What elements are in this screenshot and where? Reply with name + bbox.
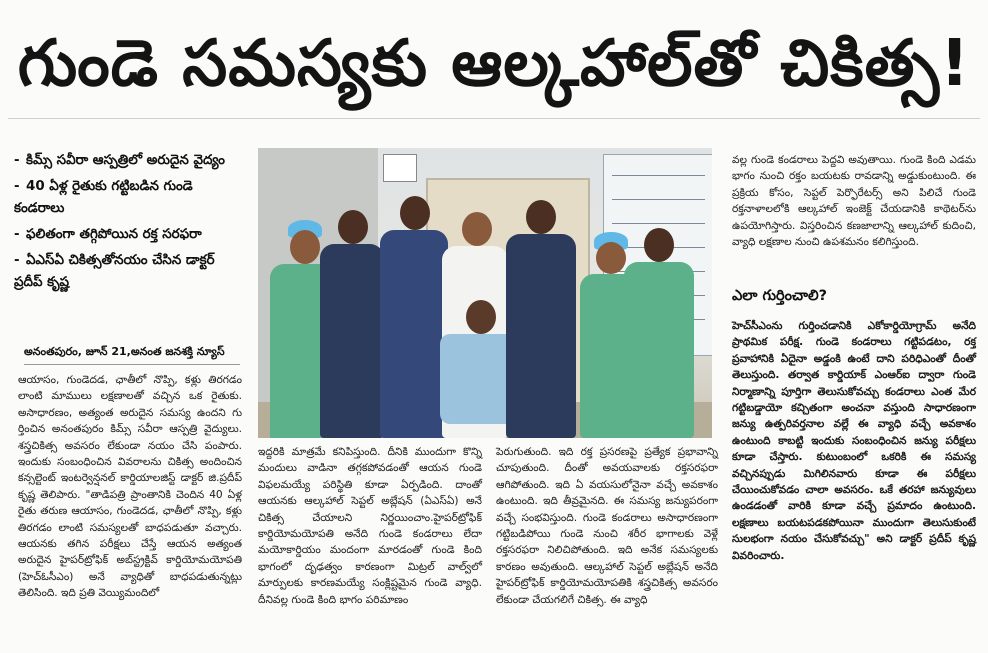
highlight-item [14, 250, 240, 294]
highlight-text: ఏఎస్ఏ చికిత్సతోనయం చేసిన డాక్టర్ ప్రదీప్ కృష్ణ [14, 253, 215, 290]
column-1-text: ఆయాసం, గుండెదడ, ఛాతీలో నొప్పి, కళ్లు తిరగడం లాంటి మాములు లక్షణాలతో వచ్చిన ఒక రైతుకు. అసాధారణం, అత్యంత అరుదైన సమస్య ఉందని గు ర్తించిన అనంతపురం కిమ్స్ సవీరా ఆస్పత్రి వైద్యులు. శస్త్రచికిత్స అవసరం లేకుండా నయం చేసి పంపారు. ఇందుకు సంబంధించిన వివరాలను చికిత్స అందించిన కన్సల్టెంట్ ఇంటర్వెన్షనల్ కార్డియాలజిస్ట్ డాక్టర్ జి.ప్రదీప్ కృష్ణ తెలిపారు. "తాడిపత్రి ప్రాంతానికి చెందిన 40 ఏళ్ల రైతు తరుణ ఆయాసం, గుండెదడ, ఛాతీలో నొప్పి, కళ్లు తిరగడం లాంటి సమస్యలతో బాధపడుతూ వచ్చారు. ఆయనకు తగిన పరీక్షలు చేస్తే ఆయన అత్యంత అరుదైన హైపర్‌ట్రోఫిక్ అబ్‌స్ట్రక్టివ్ కార్డియోమయోపతి (హెచ్ఓసీఎం) అనే వ్యాధితో బాధపడుతున్నట్లు తెలిసింది. ఇది ప్రతి వెయ్యిమందిలో [18, 374, 242, 600]
highlight-item [14, 176, 240, 220]
article-column-4 [732, 318, 976, 564]
column-4-text: హెచ్‌సీఎంను గుర్తించడానికి ఎకోకార్డియోగ్రామ్ అనేది ప్రాథమిక పరీక్ష. గుండె కండరాలు గట్టిపడటం, రక్త ప్రవాహానికి ఏదైనా అడ్డంకి ఉంటే దాని పరిధిఎంతో దీంతో తెలుస్తుంది. తర్వాత కార్డియాక్ ఎంఆర్ఐ ద్వారా గుండె నిర్మాణాన్ని పూర్తిగా తెలుసుకోవచ్చు కండరాలు ఎంత మేర గట్టిబడ్డాయో కచ్చితంగా అంచనా వస్తుంది సాధారణంగా జన్యు ఉత్పరివర్తనాల వల్లే ఈ వ్యాధి వచ్చే అవకాశం ఉంటుంది కాబట్టి ఇందుకు సంబంధించిన జన్యు పరీక్షలు కూడా చేస్తారు. కుటుంబంలో ఒకరికి ఈ సమస్య వచ్చినప్పుడు మిగిలినవారు కూడా ఈ పరీక్షలు చేయించుకోవడం చాలా అవసరం. ఒకే తరహా జన్యువులు ఉండడంతో వారికి కూడా వచ్చే ప్రమాదం ఉంటుంది. లక్షణాలు బయటపడకపోయినా ముందుగా తెలుసుకుంటే సులభంగా నయం చేసుకోవచ్చు" అని డాక్టర్ ప్రదీప్ కృష్ణ వివరించారు. [732, 320, 976, 562]
bullet-mark: - [14, 153, 20, 168]
staff-navy-3 [504, 200, 578, 438]
wall-sign [383, 154, 417, 182]
article-column-3 [496, 444, 718, 608]
bullet-mark: - [14, 227, 20, 242]
highlight-text: 40 ఏళ్ల రైతుకు గట్టిబడిన గుండె కండరాలు [14, 179, 193, 216]
highlight-item [14, 224, 240, 246]
highlight-item [14, 150, 240, 172]
column-3-text: పెరుగుతుంది. ఇది రక్త ప్రసరణపై ప్రత్యేక ప్రభావాన్ని చూపుతుంది. దీంతో అవయవాలకు రక్తసరఫరా ఆగిపోతుంది. ఇది ఏ వయసులోనైనా వచ్చే అవకాశం ఉంటుంది. ఇది తీవ్రమైనది. ఈ సమస్య జన్యుపరంగా వచ్చే సంభవిస్తుంది. గుండె కండరాలు అసాధారణంగా గట్టిబడిపోయి గుండె నుంచి శరీర భాగాలకు వెళ్లే రక్తసరఫరా నిలిచిపోతుంది. ఇది అనేక సమస్యలకు కారణం అవుతుంది. ఆల్కహాల్ సెప్టల్ అబ్లేషన్ అనేది హైపర్‌ట్రోఫిక్ కార్డియోమయోపతికి శస్త్రచికిత్స అవసరం లేకుండా చేయగలిగే చికిత్స. ఈ వ్యాధి [496, 446, 718, 606]
highlights-list [14, 150, 240, 298]
headline: గుండె సమస్యకు ఆల్కహాల్‌తో చికిత్స! [17, 27, 971, 101]
staff-navy-1 [318, 210, 386, 438]
bullet-mark: - [14, 253, 20, 268]
group-photo [258, 148, 712, 438]
subheading: ఎలా గుర్తించాలి? [732, 288, 827, 304]
column-2-text: ఇద్దరికి మాత్రమే కనిపిస్తుంది. దీనికి ముందుగా కొన్ని మందులు వాడినా తగ్గకపోవడంతో ఆయన గుండె విఫలమయ్యే పరిస్థితి కూడా ఏర్పడింది. దాంతో ఆయనకు ఆల్కహాల్ సెప్టల్ అబ్లేషన్ (ఏఎస్ఏ) అనే చికిత్స చేయాలని నిర్ణయించాం.హైపర్‌ట్రోఫిక్ కార్డియోమయోపతి అనేది గుండె కండరాలు లేదా మయోకార్డియం మందంగా మారడంతో గుండె కింది భాగంలో దృఢత్వం కారణంగా మిట్రల్ వాల్వ్‌లో మార్పులకు కారణమయ్యే సంక్లిష్టమైన గుండె వ్యాధి. దీనివల్ల గుండె కింది భాగం పరిమాణం [258, 446, 482, 606]
highlight-text: ఫలితంగా తగ్గిపోయిన రక్త సరఫరా [26, 227, 202, 242]
article-column-2 [258, 444, 482, 608]
article-column-1 [18, 372, 242, 602]
article-column-4-top [732, 152, 976, 250]
dateline: అనంతపురం, జూన్ 21,అనంత జనశక్తి న్యూస్ [24, 345, 240, 365]
bullet-mark: - [14, 179, 20, 194]
headline-rule [8, 118, 980, 119]
column-4-top-text: వల్ల గుండె కండరాలు పెద్దవి అవుతాయి. గుండె కింది ఎడమ భాగం నుంచి రక్తం బయటకు రావడాన్ని అడ్డుకుంటుంది. ఈ ప్రక్రియ కోసం, సెప్టల్ పెర్ఫొరేటర్స్ అని పిలిచే గుండె రక్తనాళాలలోకి ఆల్కహాల్ ఇంజెక్ట్ చేయడానికి కాథెటర్‌ను ఉపయోగిస్తారు. విస్తరించిన కణజాలాన్ని ఆల్కహాల్ కుదించి, వ్యాధి లక్షణాల నుంచి ఉపశమనం కలిగిస్తుంది. [732, 154, 976, 249]
nurse-right-2 [622, 228, 696, 438]
highlight-text: కిమ్స్ సవీరా ఆస్పత్రిలో అరుదైన వైద్యం [26, 153, 225, 168]
